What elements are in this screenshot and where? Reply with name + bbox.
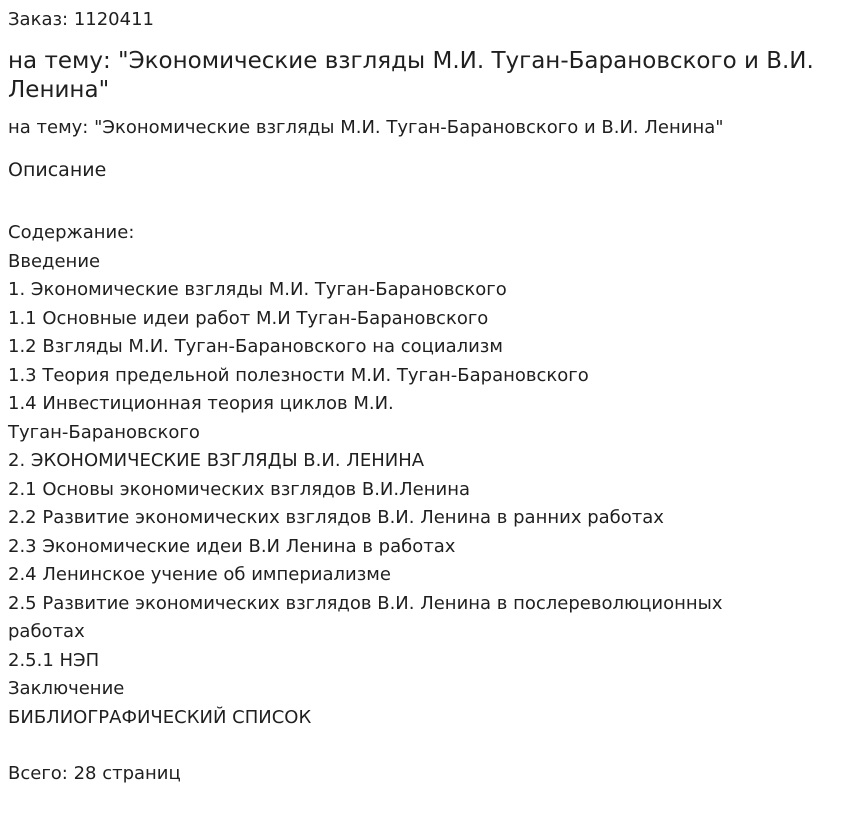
list-item: 1.2 Взгляды М.И. Туган-Барановского на социализм [8,336,503,357]
list-item: 2. ЭКОНОМИЧЕСКИЕ ВЗГЛЯДЫ В.И. ЛЕНИНА [8,450,425,471]
list-item: 2.1 Основы экономических взглядов В.И.Ленина [8,478,470,500]
list-item: 2.2 Развитие экономических взглядов В.И. Ленина в ранних работах [8,507,664,528]
order-number: Заказ: 1120411 [8,9,154,30]
list-item: 1.4 Инвестиционная теория циклов М.И. [8,393,394,414]
list-item: БИБЛИОГРАФИЧЕСКИЙ СПИСОК [8,706,312,728]
list-item: Введение [8,250,101,272]
list-item: работах [8,621,85,642]
list-item: Туган-Барановского [8,421,200,443]
page-title: на тему: "Экономические взгляды М.И. Туган-Барановского и В.И. Ленина" [8,48,814,103]
page-count: Всего: 28 страниц [8,763,181,784]
list-item: 1.3 Теория предельной полезности М.И. Туган-Барановского [8,364,589,386]
list-item: 2.5 Развитие экономических взглядов В.И. Ленина в послереволюционных [8,592,723,614]
list-item: 2.4 Ленинское учение об империализме [8,564,391,585]
list-item: 2.3 Экономические идеи В.И Ленина в работах [8,535,456,557]
description-label: Описание [8,159,107,181]
contents-heading: Содержание: [8,222,135,243]
list-item: 1.1 Основные идеи работ М.И Туган-Барановского [8,307,489,329]
list-item: Заключение [8,678,125,699]
list-item: 2.5.1 НЭП [8,649,100,671]
list-item: 1. Экономические взгляды М.И. Туган-Барановского [8,279,507,300]
subtitle: на тему: "Экономические взгляды М.И. Туган-Барановского и В.И. Ленина" [8,117,724,138]
table-of-contents [8,219,828,732]
